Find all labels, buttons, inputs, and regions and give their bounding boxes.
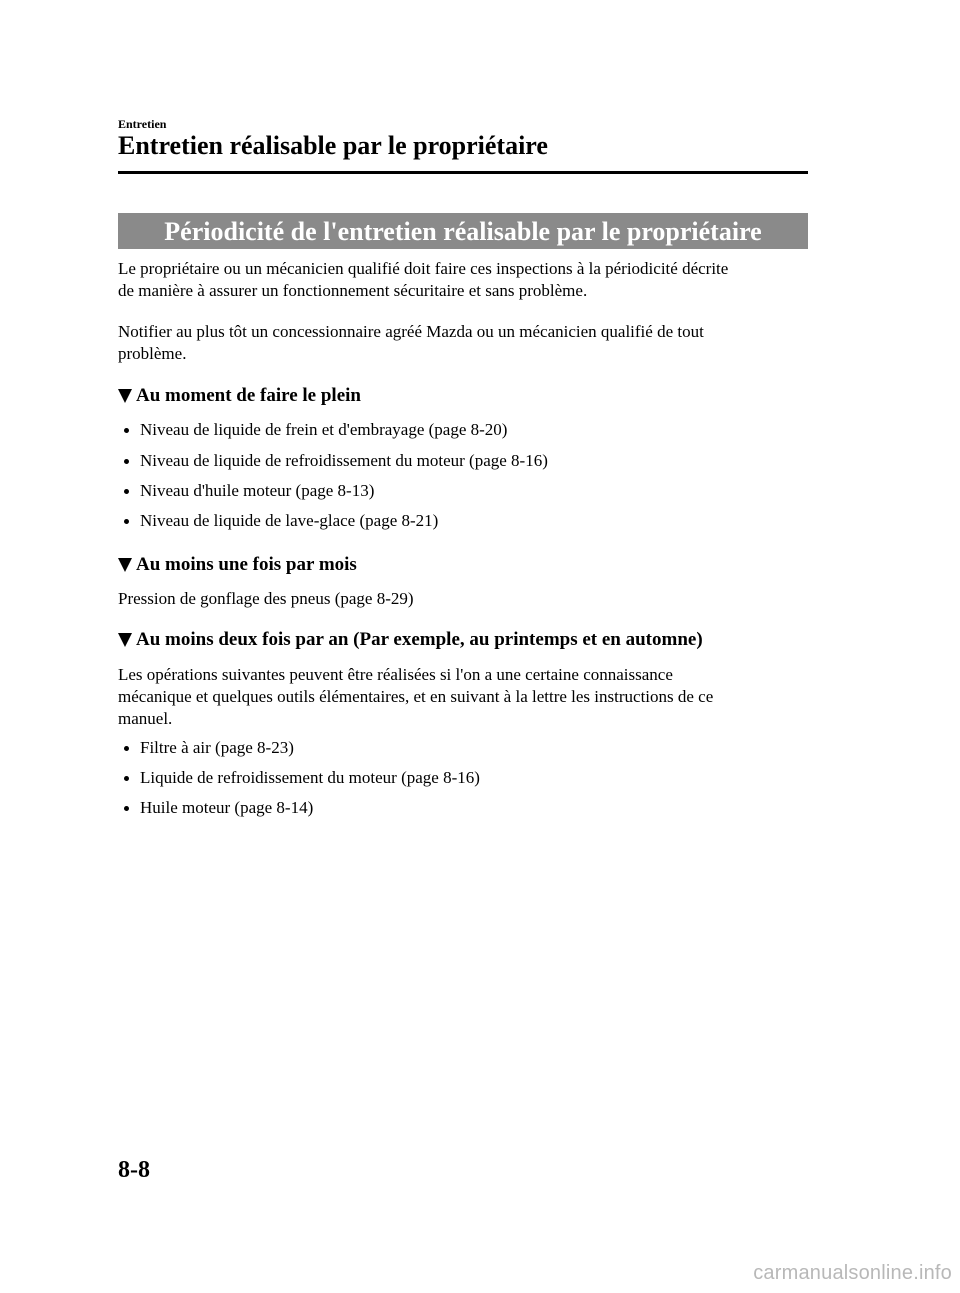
biannual-paragraph [118, 664, 808, 730]
text-line: manuel. [118, 709, 173, 728]
bullet-icon [124, 519, 129, 524]
list-item-text: Huile moteur (page 8-14) [140, 798, 314, 817]
watermark-text: carmanualsonline.info [753, 1262, 952, 1284]
list-item-text: Niveau d'huile moteur (page 8-13) [140, 481, 375, 500]
section-label: Entretien [118, 117, 167, 131]
section-banner: Périodicité de l'entretien réalisable par le propriétaire [118, 213, 808, 249]
list-item [124, 480, 374, 502]
subheading-text: Au moment de faire le plein [136, 385, 361, 406]
list-item-text: Niveau de liquide de lave-glace (page 8-21) [140, 511, 439, 530]
subheading-text: Au moins deux fois par an (Par exemple, au printemps et en automne) [136, 629, 703, 650]
bullet-icon [124, 806, 129, 811]
list-item-text: Filtre à air (page 8-23) [140, 738, 294, 757]
text-line: de manière à assurer un fonctionnement sécuritaire et sans problème. [118, 281, 588, 300]
text-line: Les opérations suivantes peuvent être réalisées si l'on a une certaine connaissance [118, 665, 673, 684]
subheading-biannual [118, 629, 703, 651]
triangle-down-icon [118, 633, 132, 647]
intro-paragraph-2 [118, 321, 808, 365]
chapter-divider [118, 171, 808, 174]
monthly-text: Pression de gonflage des pneus (page 8-29) [118, 589, 414, 608]
page-number: 8-8 [118, 1157, 150, 1183]
text-line: problème. [118, 344, 187, 363]
list-item [124, 767, 480, 789]
bullet-icon [124, 428, 129, 433]
list-item-text: Liquide de refroidissement du moteur (page 8-16) [140, 768, 480, 787]
list-item-text: Niveau de liquide de refroidissement du moteur (page 8-16) [140, 451, 548, 470]
list-item [124, 510, 438, 532]
triangle-down-icon [118, 389, 132, 403]
subheading-refuel [118, 385, 361, 407]
bullet-icon [124, 776, 129, 781]
list-item [124, 797, 313, 819]
list-item [124, 419, 507, 441]
text-line: mécanique et quelques outils élémentaires, et en suivant à la lettre les instructions de ce [118, 687, 714, 706]
bullet-icon [124, 459, 129, 464]
intro-paragraph-1 [118, 258, 808, 302]
text-line: Notifier au plus tôt un concessionnaire agréé Mazda ou un mécanicien qualifié de tout [118, 322, 704, 341]
subheading-monthly [118, 554, 357, 576]
triangle-down-icon [118, 558, 132, 572]
list-item-text: Niveau de liquide de frein et d'embrayage (page 8-20) [140, 420, 508, 439]
list-item [124, 737, 294, 759]
chapter-title: Entretien réalisable par le propriétaire [118, 131, 548, 160]
bullet-icon [124, 489, 129, 494]
list-item [124, 450, 548, 472]
subheading-text: Au moins une fois par mois [136, 554, 357, 575]
text-line: Le propriétaire ou un mécanicien qualifié doit faire ces inspections à la périodicité décrite [118, 259, 729, 278]
bullet-icon [124, 746, 129, 751]
